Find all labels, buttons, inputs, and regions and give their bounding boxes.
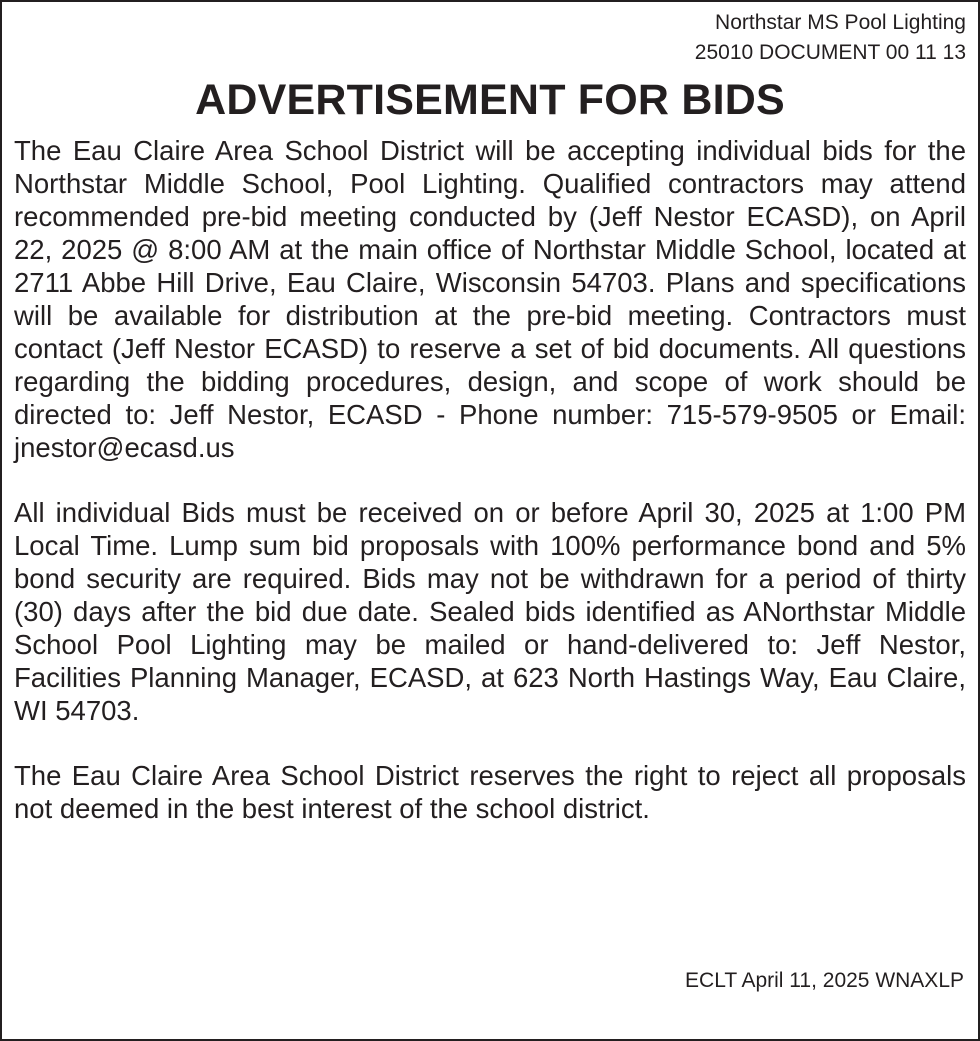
paragraph-bid-info: The Eau Claire Area School District will be accepting individual bids for the Northstar Middle School, Pool Lighting. Qualified contractors may attend recommended pre-bid meeting conducted by (Jeff Nestor ECASD), on April 22, 2025 @ 8:00 AM at the main office of Northstar Middle School, located at 2711 Abbe Hill Drive, Eau Claire, Wisconsin 54703. Plans and specifications will be available for distribution at the pre-bid meeting. Contractors must contact (Jeff Nestor ECASD) to reserve a set of bid documents. All questions regarding the bidding procedures, design, and scope of work should be directed to: Jeff Nestor, ECASD - Phone number: 715-579-9505 or Email: jnestor@ecasd.us	[14, 135, 966, 463]
document-number: 25010 DOCUMENT 00 11 13	[694, 41, 966, 64]
document-header	[14, 8, 966, 68]
project-name: Northstar MS Pool Lighting	[715, 11, 966, 34]
publication-footer: ECLT April 11, 2025 WNAXLP	[685, 969, 964, 992]
paragraph-bid-deadline: All individual Bids must be received on or before April 30, 2025 at 1:00 PM Local Time. Lump sum bid proposals with 100% performance bond and 5% bond security are required. Bids may not be withdrawn for a period of thirty (30) days after the bid due date. Sealed bids identified as ANorthstar Middle School Pool Lighting may be mailed or hand-delivered to: Jeff Nestor, Facilities Planning Manager, ECASD, at 623 North Hastings Way, Eau Claire, WI 54703.	[14, 497, 966, 726]
paragraph-rights-reserved: The Eau Claire Area School District reserves the right to reject all proposals not deemed in the best interest of the school district.	[14, 760, 966, 824]
notice-title: ADVERTISEMENT FOR BIDS	[195, 76, 785, 124]
